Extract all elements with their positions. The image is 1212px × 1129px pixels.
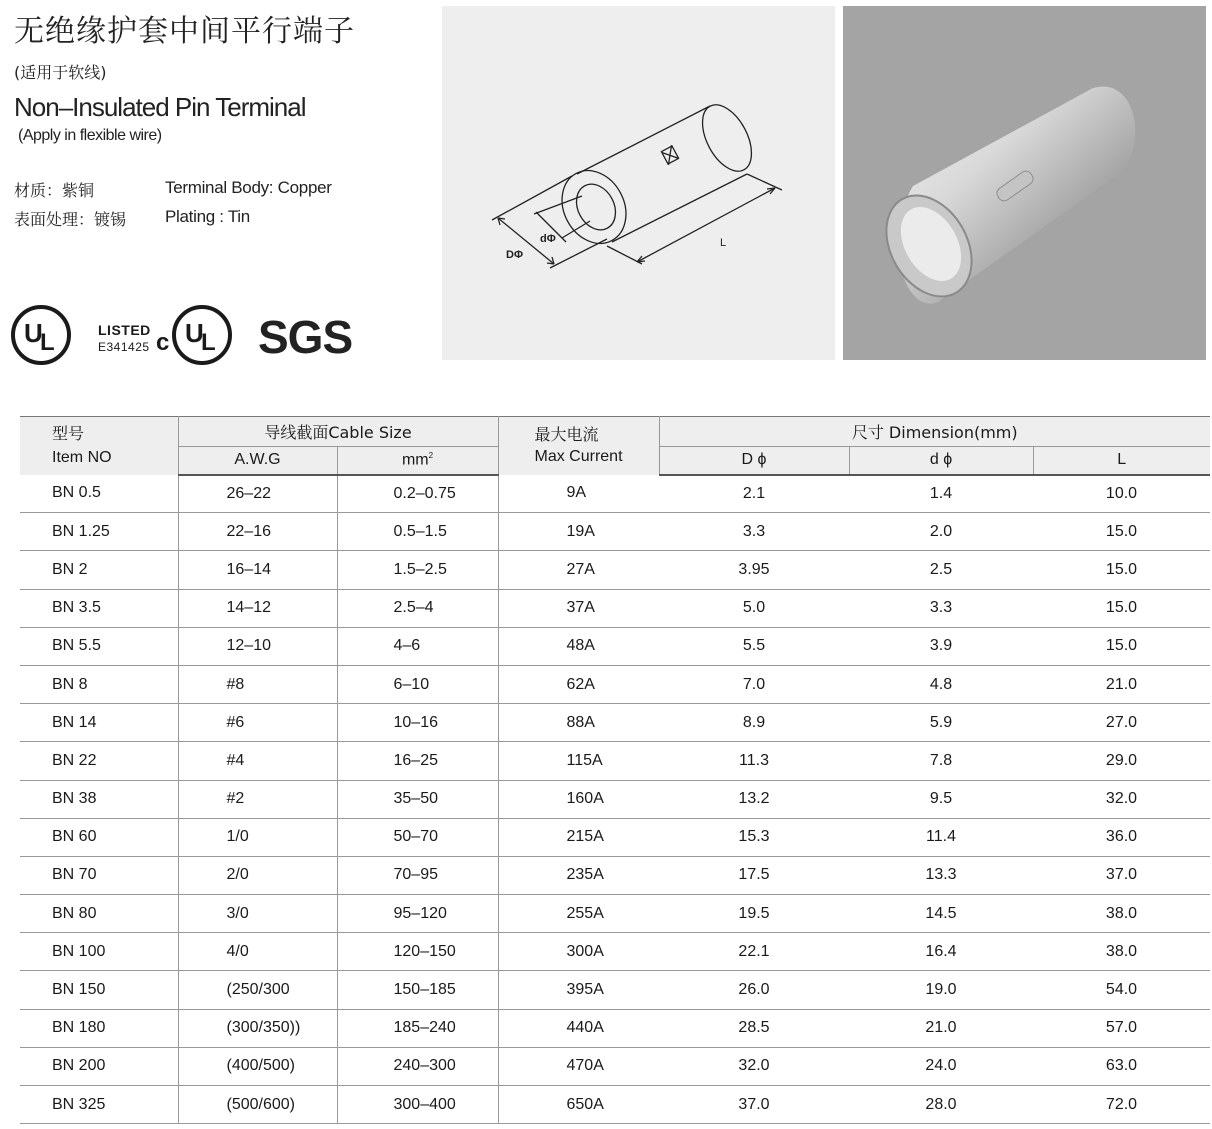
cell-mm: 120–150: [337, 933, 498, 971]
cell-item: BN 80: [20, 895, 178, 933]
cell-current: 650A: [498, 1086, 659, 1124]
cell-current: 160A: [498, 780, 659, 818]
subtitle-cn: (适用于软线): [14, 63, 107, 82]
cell-mm: 95–120: [337, 895, 498, 933]
cell-current: 115A: [498, 742, 659, 780]
page-title-cn: 无绝缘护套中间平行端子: [14, 14, 355, 49]
cell-L: 63.0: [1033, 1047, 1210, 1085]
dimension-header: 尺寸 Dimension(mm): [659, 417, 1210, 447]
page-title-en: Non–Insulated Pin Terminal: [14, 92, 306, 122]
cell-D: 13.2: [659, 780, 849, 818]
item-header-en: Item NO: [52, 448, 112, 466]
cell-item: BN 180: [20, 1009, 178, 1047]
inner-diameter-label: dΦ: [540, 233, 556, 245]
table-header-row: [20, 417, 1210, 447]
cell-awg: (300/350)): [178, 1009, 337, 1047]
cell-current: 19A: [498, 513, 659, 551]
cable-size-header: 导线截面Cable Size: [178, 417, 498, 447]
cell-current: 27A: [498, 551, 659, 589]
cell-current: 88A: [498, 704, 659, 742]
spec-plating-key: 表面处理：镀锡: [14, 210, 127, 229]
cell-item: BN 200: [20, 1047, 178, 1085]
pin-terminal-photo-icon: [843, 6, 1206, 360]
cell-current: 470A: [498, 1047, 659, 1085]
table-row: [20, 589, 1210, 627]
cell-D: 28.5: [659, 1009, 849, 1047]
mm-header-text: mm: [401, 451, 429, 469]
cell-D: 22.1: [659, 933, 849, 971]
table-row: [20, 1086, 1210, 1124]
cell-awg: 4/0: [178, 933, 337, 971]
cell-awg: 1/0: [178, 818, 337, 856]
specification-table: [20, 416, 1210, 1124]
table-row: [20, 475, 1210, 513]
cell-item: BN 1.25: [20, 513, 178, 551]
cell-L: 36.0: [1033, 818, 1210, 856]
sgs-logo: SGS: [258, 311, 353, 363]
cell-L: 29.0: [1033, 742, 1210, 780]
table-row: [20, 742, 1210, 780]
cell-D: 15.3: [659, 818, 849, 856]
cell-mm: 150–185: [337, 971, 498, 1009]
cell-awg: 3/0: [178, 895, 337, 933]
cell-d: 7.8: [849, 742, 1033, 780]
cul-logo-icon: [156, 304, 236, 366]
technical-drawing: [442, 6, 835, 360]
cell-d: 19.0: [849, 971, 1033, 1009]
product-photo: [843, 6, 1206, 360]
cell-mm: 50–70: [337, 818, 498, 856]
cell-d: 14.5: [849, 895, 1033, 933]
cell-current: 62A: [498, 665, 659, 703]
cell-D: 26.0: [659, 971, 849, 1009]
cell-current: 235A: [498, 856, 659, 894]
item-header-cn: 型号: [52, 423, 85, 443]
cell-L: 54.0: [1033, 971, 1210, 1009]
cell-awg: 26–22: [178, 475, 337, 513]
table-row: [20, 933, 1210, 971]
cell-mm: 4–6: [337, 627, 498, 665]
cell-d: 2.0: [849, 513, 1033, 551]
cell-L: 57.0: [1033, 1009, 1210, 1047]
current-header: [498, 417, 659, 475]
cell-item: BN 5.5: [20, 627, 178, 665]
cell-D: 2.1: [659, 475, 849, 513]
cell-L: 37.0: [1033, 856, 1210, 894]
cell-current: 9A: [498, 475, 659, 513]
cell-mm: 300–400: [337, 1086, 498, 1124]
cell-d: 21.0: [849, 1009, 1033, 1047]
cell-awg: 22–16: [178, 513, 337, 551]
cell-D: 32.0: [659, 1047, 849, 1085]
spec-plating: [14, 207, 250, 230]
cell-awg: (400/500): [178, 1047, 337, 1085]
cell-D: 37.0: [659, 1086, 849, 1124]
cell-item: BN 150: [20, 971, 178, 1009]
cell-current: 215A: [498, 818, 659, 856]
cell-mm: 10–16: [337, 704, 498, 742]
cell-L: 15.0: [1033, 513, 1210, 551]
cell-L: 38.0: [1033, 895, 1210, 933]
table-row: [20, 818, 1210, 856]
cell-awg: (500/600): [178, 1086, 337, 1124]
cell-item: BN 70: [20, 856, 178, 894]
table-row: [20, 627, 1210, 665]
ul-logo-icon: [10, 304, 72, 366]
cell-current: 37A: [498, 589, 659, 627]
table-row: [20, 895, 1210, 933]
table-row: [20, 704, 1210, 742]
spec-material: [14, 178, 332, 201]
cell-item: BN 0.5: [20, 475, 178, 513]
cell-awg: #8: [178, 665, 337, 703]
table-row: [20, 513, 1210, 551]
cell-item: BN 2: [20, 551, 178, 589]
cell-L: 21.0: [1033, 665, 1210, 703]
cell-current: 440A: [498, 1009, 659, 1047]
terminal-drawing-icon: [442, 6, 835, 360]
cell-D: 3.3: [659, 513, 849, 551]
cell-current: 255A: [498, 895, 659, 933]
cell-item: BN 22: [20, 742, 178, 780]
table-row: [20, 856, 1210, 894]
cell-mm: 185–240: [337, 1009, 498, 1047]
cell-current: 48A: [498, 627, 659, 665]
cell-d: 28.0: [849, 1086, 1033, 1124]
cell-D: 17.5: [659, 856, 849, 894]
svg-text:U: U: [185, 318, 204, 348]
outer-diameter-label: DΦ: [506, 249, 523, 261]
cell-awg: 12–10: [178, 627, 337, 665]
cell-d: 2.5: [849, 551, 1033, 589]
cell-L: 38.0: [1033, 933, 1210, 971]
cell-item: BN 3.5: [20, 589, 178, 627]
cell-awg: #4: [178, 742, 337, 780]
length-label: L: [720, 237, 727, 249]
cell-d: 3.9: [849, 627, 1033, 665]
spec-material-value: Terminal Body: Copper: [165, 178, 332, 197]
cell-mm: 6–10: [337, 665, 498, 703]
spec-material-key: 材质：紫铜: [14, 181, 95, 200]
cell-D: 5.5: [659, 627, 849, 665]
cell-d: 9.5: [849, 780, 1033, 818]
cell-d: 3.3: [849, 589, 1033, 627]
svg-text:U: U: [24, 318, 43, 348]
listed-label: LISTED: [98, 322, 151, 338]
outer-diameter-header: D ϕ: [659, 447, 849, 475]
cell-item: BN 8: [20, 665, 178, 703]
cell-d: 1.4: [849, 475, 1033, 513]
cell-L: 27.0: [1033, 704, 1210, 742]
cell-mm: 2.5–4: [337, 589, 498, 627]
certification-logos: [10, 300, 353, 370]
cell-d: 24.0: [849, 1047, 1033, 1085]
cell-L: 10.0: [1033, 475, 1210, 513]
cell-D: 3.95: [659, 551, 849, 589]
table-row: [20, 1047, 1210, 1085]
length-header: L: [1033, 447, 1210, 475]
cell-d: 11.4: [849, 818, 1033, 856]
cell-D: 19.5: [659, 895, 849, 933]
cell-item: BN 14: [20, 704, 178, 742]
cell-d: 5.9: [849, 704, 1033, 742]
svg-text:L: L: [40, 329, 55, 356]
cell-d: 13.3: [849, 856, 1033, 894]
cell-d: 16.4: [849, 933, 1033, 971]
cell-d: 4.8: [849, 665, 1033, 703]
cell-awg: #6: [178, 704, 337, 742]
cell-mm: 240–300: [337, 1047, 498, 1085]
cell-mm: 16–25: [337, 742, 498, 780]
cell-L: 15.0: [1033, 589, 1210, 627]
table-row: [20, 551, 1210, 589]
cell-mm: 70–95: [337, 856, 498, 894]
cell-D: 11.3: [659, 742, 849, 780]
table-row: [20, 1009, 1210, 1047]
cell-awg: 16–14: [178, 551, 337, 589]
cell-D: 5.0: [659, 589, 849, 627]
cell-mm: 1.5–2.5: [337, 551, 498, 589]
cell-item: BN 100: [20, 933, 178, 971]
subtitle-en: (Apply in flexible wire): [18, 127, 162, 144]
cell-awg: 2/0: [178, 856, 337, 894]
cell-L: 15.0: [1033, 551, 1210, 589]
spec-plating-value: Plating : Tin: [165, 207, 250, 226]
item-header: [20, 417, 178, 475]
svg-text:c: c: [156, 329, 170, 356]
inner-diameter-header: d ϕ: [849, 447, 1033, 475]
cell-L: 15.0: [1033, 627, 1210, 665]
cell-mm: 0.2–0.75: [337, 475, 498, 513]
table-row: [20, 665, 1210, 703]
cell-current: 395A: [498, 971, 659, 1009]
cell-item: BN 38: [20, 780, 178, 818]
table-row: [20, 780, 1210, 818]
svg-text:L: L: [201, 329, 216, 356]
mm-header: [337, 447, 498, 475]
mm-header-sup: 2: [428, 451, 434, 461]
listed-number: E341425: [98, 340, 150, 354]
cell-item: BN 60: [20, 818, 178, 856]
table-row: [20, 971, 1210, 1009]
current-header-cn: 最大电流: [534, 424, 599, 444]
cell-item: BN 325: [20, 1086, 178, 1124]
cell-mm: 35–50: [337, 780, 498, 818]
cell-L: 32.0: [1033, 780, 1210, 818]
cell-D: 7.0: [659, 665, 849, 703]
cell-awg: #2: [178, 780, 337, 818]
current-header-en: Max Current: [534, 447, 623, 465]
cell-awg: 14–12: [178, 589, 337, 627]
cell-awg: (250/300: [178, 971, 337, 1009]
awg-header: A.W.G: [178, 447, 337, 475]
cell-L: 72.0: [1033, 1086, 1210, 1124]
cell-mm: 0.5–1.5: [337, 513, 498, 551]
cell-current: 300A: [498, 933, 659, 971]
cell-D: 8.9: [659, 704, 849, 742]
